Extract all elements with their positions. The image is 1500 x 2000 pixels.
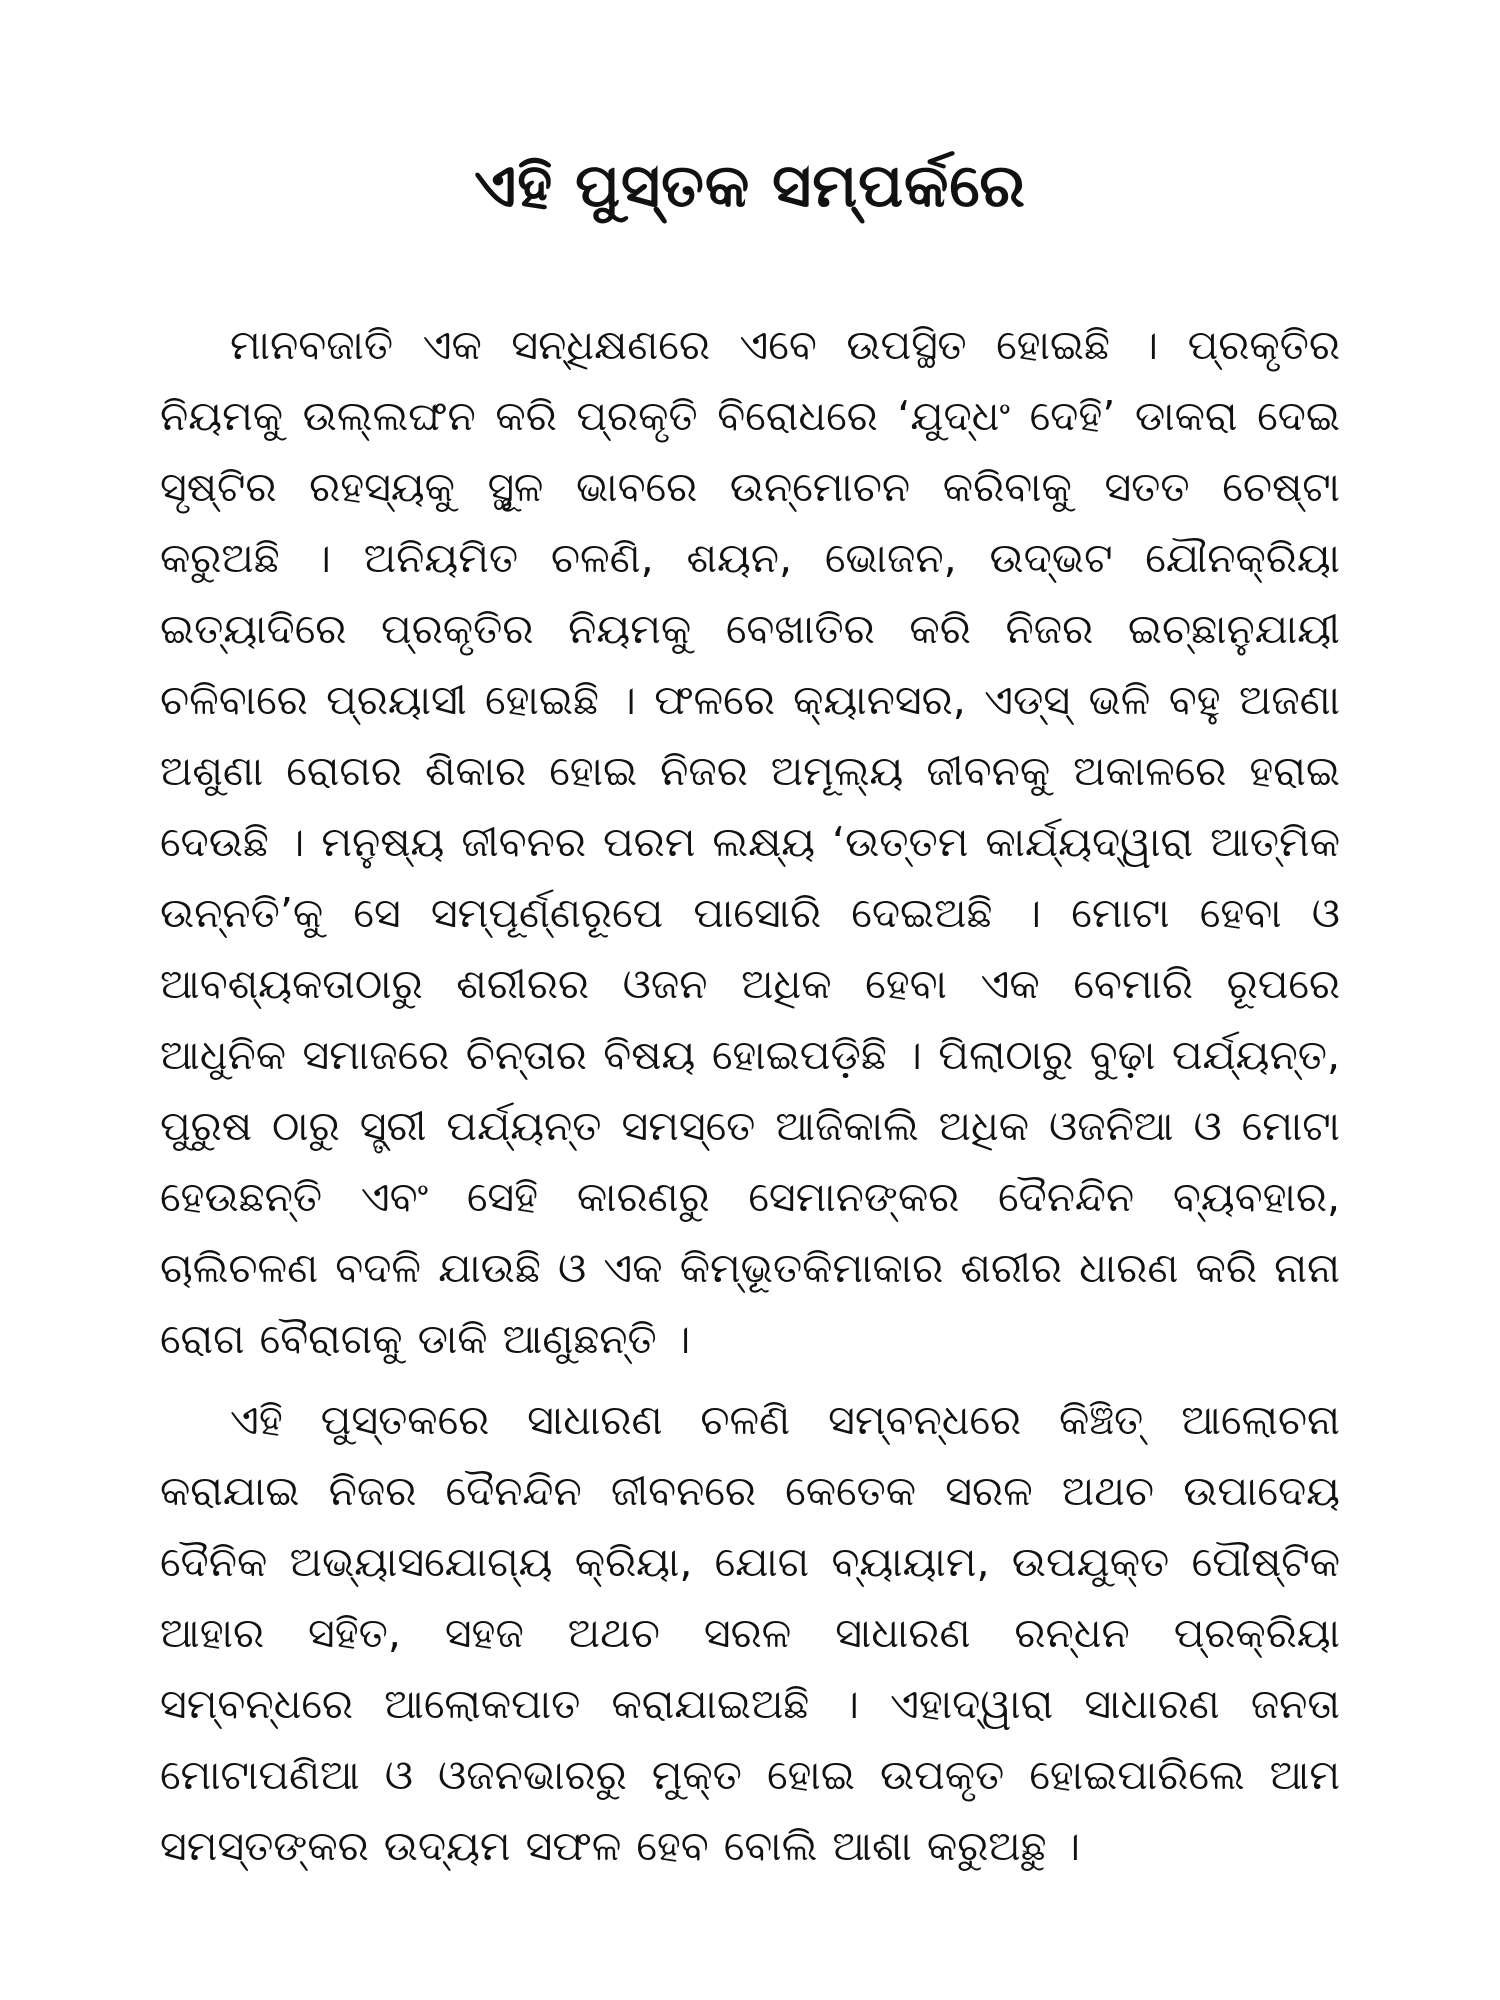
page-title: ଏହି ପୁସ୍ତକ ସମ୍ପର୍କରେ [474, 151, 1026, 221]
body-paragraph-2: ଏହି ପୁସ୍ତକରେ ସାଧାରଣ ଚଳଣି ସମ୍ବନ୍ଧରେ କିଞ୍ଚିତ୍ ଆଲୋଚନା କରାଯାଇ ନିଜର ଦୈନନ୍ଦିନ ଜୀବନରେ କେତେକ ସରଳ ଅଥଚ ଉପାଦେୟ ଦୈନିକ ଅଭ୍ୟାସଯୋଗ୍ୟ କ୍ରିୟା, ଯୋଗ ବ୍ୟାୟାମ, ଉପଯୁକ୍ତ ପୌଷ୍ଟିକ ଆହାର ସହିତ, ସହଜ ଅଥଚ ସରଳ ସାଧାରଣ ରନ୍ଧନ ପ୍ରକ୍ରିୟା ସମ୍ବନ୍ଧରେ ଆଲୋକପାତ କରାଯାଇଅଛି । ଏହାଦ୍ୱାରା ସାଧାରଣ ଜନତା ମୋଟାପଣିଆ ଓ ଓଜନଭାରରୁ ମୁକ୍ତ ହୋଇ ଉପକୃତ ହୋଇପାରିଲେ ଆମ ସମସ୍ତଙ୍କର ଉଦ୍ୟମ ସଫଳ ହେବ ବୋଲି ଆଶା କରୁଅଛୁ । [160, 1396, 1340, 1870]
body-paragraph-1: ମାନବଜାତି ଏକ ସନ୍ଧିକ୍ଷଣରେ ଏବେ ଉପସ୍ଥିତ ହୋଇଛି । ପ୍ରକୃତିର ନିୟମକୁ ଉଲ୍ଲଙ୍ଘନ କରି ପ୍ରକୃତି ବିରୋଧରେ ‘ଯୁଦ୍ଧଂ ଦେହି’ ଡାକରା ଦେଇ ସୃଷ୍ଟିର ରହସ୍ୟକୁ ସ୍ଥୂଳ ଭାବରେ ଉନ୍ମୋଚନ କରିବାକୁ ସତତ ଚେଷ୍ଟା କରୁଅଛି । ଅନିୟମିତ ଚଳଣି, ଶୟନ, ଭୋଜନ, ଉଦ୍ଭଟ ଯୌନକ୍ରିୟା ଇତ୍ୟାଦିରେ ପ୍ରକୃତିର ନିୟମକୁ ବେଖାତିର କରି ନିଜର ଇଚ୍ଛାନୁଯାୟୀ ଚଳିବାରେ ପ୍ରୟାସୀ ହୋଇଛି । ଫଳରେ କ୍ୟାନସର, ଏଡ୍‌ସ୍ ଭଳି ବହୁ ଅଜଣା ଅଶୁଣା ରୋଗର ଶିକାର ହୋଇ ନିଜର ଅମୂଲ୍ୟ ଜୀବନକୁ ଅକାଳରେ ହରାଇ ଦେଉଛି । ମନୁଷ୍ୟ ଜୀବନର ପରମ ଲକ୍ଷ୍ୟ ‘ଉତ୍ତମ କାର୍ଯ୍ୟଦ୍ୱାରା ଆତ୍ମିକ ଉନ୍ନତି’କୁ ସେ ସମ୍ପୂର୍ଣ୍ଣରୂପେ ପାସୋରି ଦେଇଅଛି । ମୋଟା ହେବା ଓ ଆବଶ୍ୟକତାଠାରୁ ଶରୀରର ଓଜନ ଅଧିକ ହେବା ଏକ ବେମାରି ରୂପରେ ଆଧୁନିକ ସମାଜରେ ଚିନ୍ତାର ବିଷୟ ହୋଇପଡ଼ିଛି । ପିଲାଠାରୁ ବୁଢ଼ା ପର୍ଯ୍ୟନ୍ତ, ପୁରୁଷ ଠାରୁ ସ୍ତ୍ରୀ ପର୍ଯ୍ୟନ୍ତ ସମସ୍ତେ ଆଜିକାଲି ଅଧିକ ଓଜନିଆ ଓ ମୋଟା ହେଉଛନ୍ତି ଏବଂ ସେହି କାରଣରୁ ସେମାନଙ୍କର ଦୈନନ୍ଦିନ ବ୍ୟବହାର, ଚାଲିଚଳଣ ବଦଳି ଯାଉଛି ଓ ଏକ କିମ୍ଭୂତକିମାକାର ଶରୀର ଧାରଣ କରି ନାନା ରୋଗ ବୈରାଗକୁ ଡାକି ଆଣୁଛନ୍ତି । [160, 321, 1340, 1363]
